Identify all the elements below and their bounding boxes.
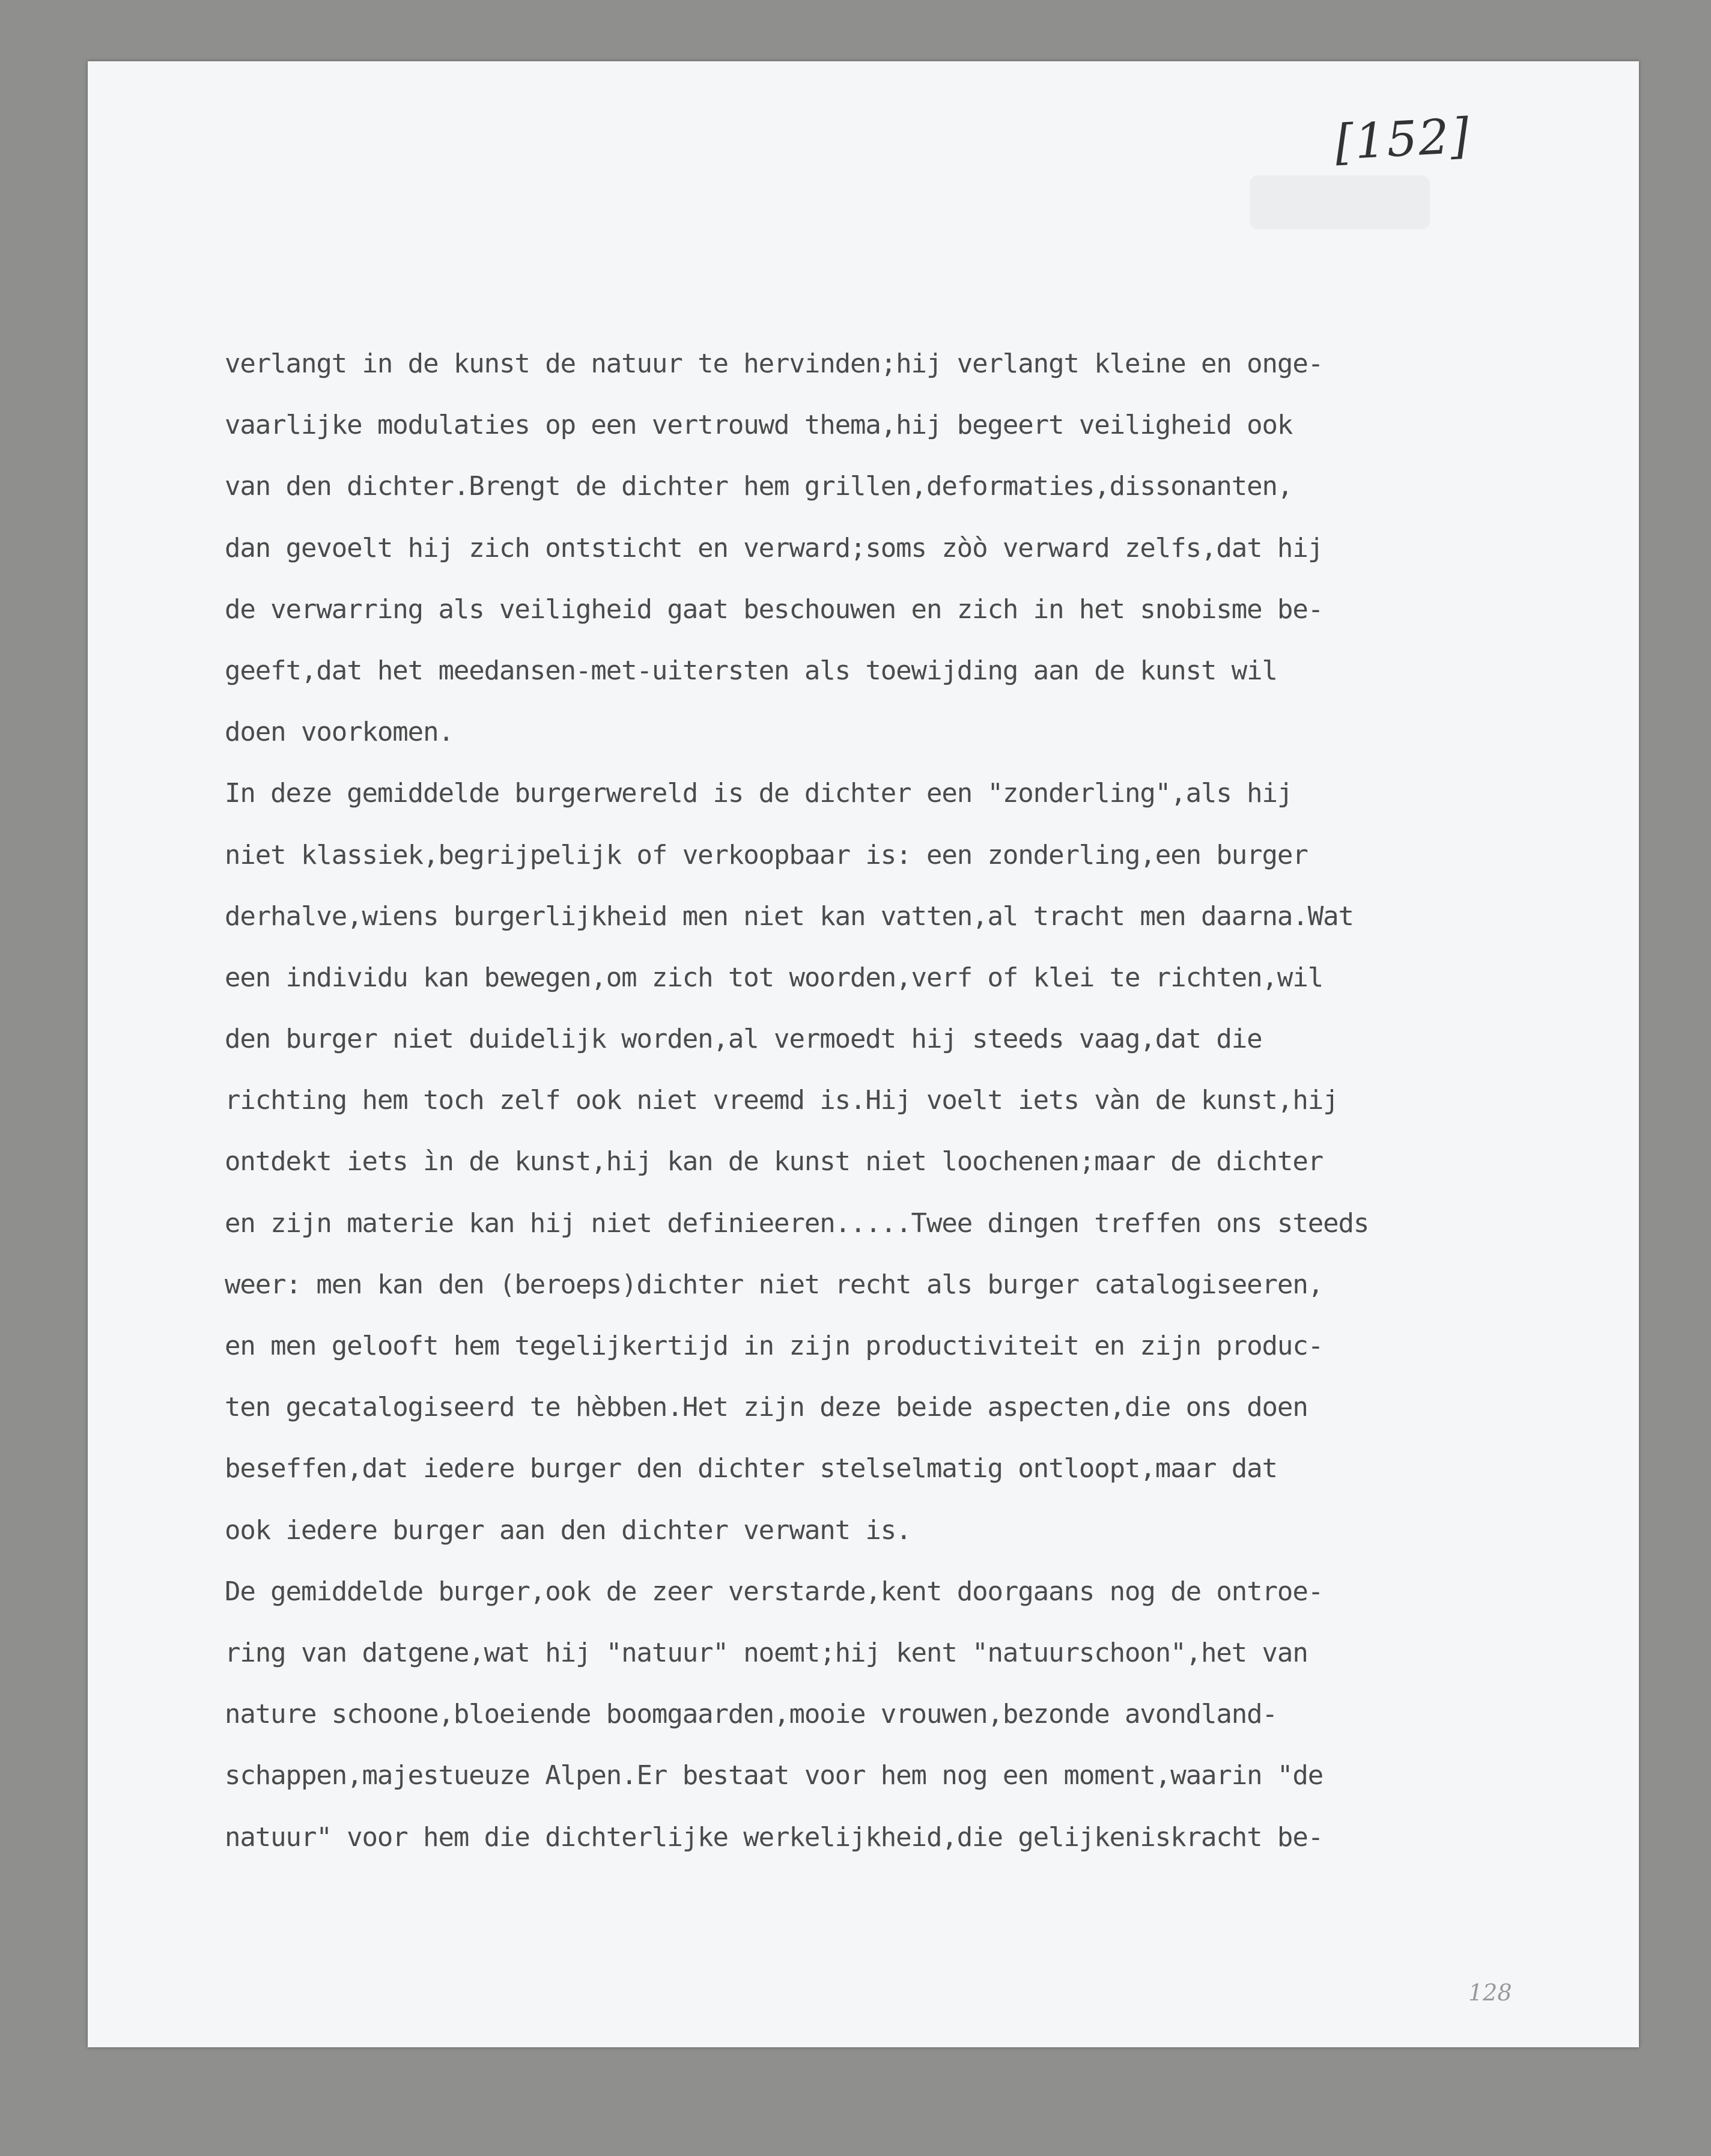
text-line: nature schoone,bloeiende boomgaarden,mooie vrouwen,bezonde avondland- bbox=[225, 1699, 1277, 1730]
text-line: ring van datgene,wat hij "natuur" noemt;hij kent "natuurschoon",het van bbox=[225, 1637, 1308, 1668]
typed-text-block bbox=[225, 333, 1649, 1868]
text-line: geeft,dat het meedansen-met-uitersten als toewijding aan de kunst wil bbox=[225, 655, 1277, 686]
text-line: beseffen,dat iedere burger den dichter stelselmatig ontloopt,maar dat bbox=[225, 1453, 1277, 1484]
text-line: van den dichter.Brengt de dichter hem grillen,deformaties,dissonanten, bbox=[225, 471, 1293, 502]
text-line: niet klassiek,begrijpelijk of verkoopbaar is: een zonderling,een burger bbox=[225, 839, 1308, 870]
text-line: vaarlijke modulaties op een vertrouwd thema,hij begeert veiligheid ook bbox=[225, 410, 1293, 441]
faded-stamp bbox=[1250, 175, 1430, 229]
text-line: ten gecatalogiseerd te hèbben.Het zijn deze beide aspecten,die ons doen bbox=[225, 1392, 1308, 1423]
text-line: De gemiddelde burger,ook de zeer verstarde,kent doorgaans nog de ontroe- bbox=[225, 1576, 1324, 1607]
text-line: een individu kan bewegen,om zich tot woorden,verf of klei te richten,wil bbox=[225, 962, 1324, 993]
text-line: de verwarring als veiligheid gaat beschouwen en zich in het snobisme be- bbox=[225, 594, 1324, 625]
text-line: doen voorkomen. bbox=[225, 717, 454, 748]
text-line: weer: men kan den (beroeps)dichter niet recht als burger catalogiseeren, bbox=[225, 1269, 1324, 1300]
text-line: ontdekt iets ìn de kunst,hij kan de kunst niet loochenen;maar de dichter bbox=[225, 1146, 1324, 1177]
page-number: [152] bbox=[1333, 108, 1472, 171]
text-line: schappen,majestueuze Alpen.Er bestaat voor hem nog een moment,waarin "de bbox=[225, 1760, 1324, 1791]
text-line: In deze gemiddelde burgerwereld is de dichter een "zonderling",als hij bbox=[225, 778, 1293, 809]
text-line: derhalve,wiens burgerlijkheid men niet kan vatten,al tracht men daarna.Wat bbox=[225, 900, 1354, 932]
text-line: verlangt in de kunst de natuur te hervinden;hij verlangt kleine en onge- bbox=[225, 348, 1324, 379]
text-line: dan gevoelt hij zich ontsticht en verward;soms zòò verward zelfs,dat hij bbox=[225, 532, 1324, 563]
folio-number: 128 bbox=[1468, 1979, 1512, 2006]
text-line: richting hem toch zelf ook niet vreemd is.Hij voelt iets vàn de kunst,hij bbox=[225, 1085, 1339, 1116]
text-line: natuur" voor hem die dichterlijke werkelijkheid,die gelijkeniskracht be- bbox=[225, 1821, 1324, 1853]
text-line: en men gelooft hem tegelijkertijd in zijn productiviteit en zijn produc- bbox=[225, 1331, 1324, 1361]
text-line: en zijn materie kan hij niet definieeren.....Twee dingen treffen ons steeds bbox=[225, 1207, 1369, 1239]
text-line: den burger niet duidelijk worden,al vermoedt hij steeds vaag,dat die bbox=[225, 1024, 1262, 1055]
text-line: ook iedere burger aan den dichter verwant is. bbox=[225, 1514, 911, 1546]
